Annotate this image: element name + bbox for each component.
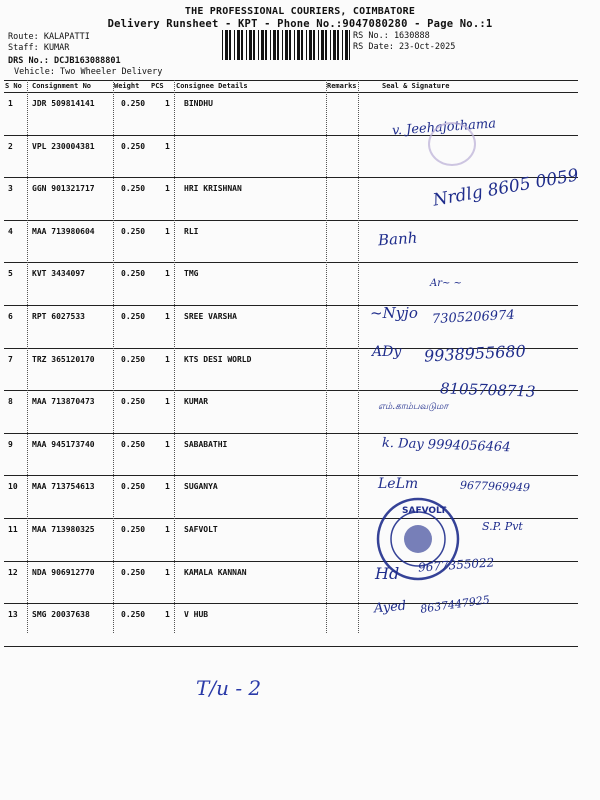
row-consignee: KUMAR (184, 397, 209, 407)
row-consignment: MAA 713980604 (32, 226, 95, 236)
barcode-bar (222, 30, 223, 60)
col-remarks: Remarks (327, 82, 357, 90)
row-pcs: 1 (165, 226, 170, 236)
row-sno: 13 (8, 610, 18, 620)
row-consignment: JDR 509814141 (32, 99, 95, 108)
barcode-bar (313, 30, 315, 60)
col-pcs: PCS (151, 82, 164, 90)
row-pcs: 1 (165, 354, 170, 364)
column-divider (113, 80, 114, 633)
rs-number: RS No.: 1630888 (353, 31, 430, 41)
row-weight: 0.250 (121, 99, 146, 108)
signature-row-4: Banh (377, 228, 418, 250)
row-pcs: 1 (165, 524, 170, 534)
row-pcs: 1 (165, 567, 170, 577)
row-sno: 2 (8, 141, 13, 151)
barcode-bar (297, 30, 300, 60)
route-label: Route: KALAPATTI (8, 32, 90, 42)
signature-row-8-tamil: எம்.காம்பவடுமா (378, 402, 449, 412)
barcode-bar (289, 30, 291, 60)
barcode-bar (265, 30, 267, 60)
stamp-row-1 (428, 122, 476, 166)
row-consignment: VPL 230004381 (32, 141, 95, 151)
signature-row-5: Ar~ ~ (430, 278, 462, 289)
row-sno: 5 (8, 269, 13, 279)
signature-row-6: 7305206974 (431, 307, 516, 328)
table-header (4, 81, 578, 93)
signature-row-10: 9677969949 (459, 478, 531, 495)
table-row (4, 221, 578, 264)
row-consignee: TMG (184, 269, 199, 279)
signature-row-9: k. Day 9994056464 (381, 435, 511, 456)
row-consignee: RLI (184, 226, 199, 236)
signature-row-8: 8105708713 (439, 379, 536, 401)
barcode-bar (273, 30, 276, 60)
barcode-bar (234, 30, 235, 60)
column-divider (27, 80, 28, 633)
row-consignment: SMG 20037638 (32, 610, 90, 620)
row-pcs: 1 (165, 311, 170, 321)
row-consignee: SABABATHI (184, 439, 228, 449)
signature-row-7: 9938955680 (423, 341, 527, 366)
barcode-bar (277, 30, 279, 60)
row-consignment: MAA 713870473 (32, 397, 95, 407)
row-consignment: MAA 713754613 (32, 482, 95, 492)
col-consignment: Consignment No (32, 82, 92, 90)
company-title: THE PROFESSIONAL COURIERS, COIMBATORE (184, 6, 416, 17)
row-pcs: 1 (165, 269, 170, 279)
row-consignee: SREE VARSHA (184, 311, 237, 321)
signature-row-13: 8637447925 (419, 593, 491, 616)
row-consignment: GGN 901321717 (32, 184, 95, 194)
row-consignment: MAA 713980325 (32, 524, 95, 534)
row-consignee: HRI KRISHNAN (184, 184, 242, 194)
signature-row-13a: Ayed (373, 598, 407, 617)
barcode-bar (237, 30, 240, 60)
row-sno: 7 (8, 354, 13, 364)
barcode-bar (229, 30, 231, 60)
row-weight: 0.250 (121, 354, 146, 364)
barcode-bar (318, 30, 319, 60)
rs-date: RS Date: 23-Oct-2025 (353, 42, 456, 52)
row-pcs: 1 (165, 482, 170, 492)
signature-row-6a: ~Nyjo (370, 304, 418, 322)
row-weight: 0.250 (121, 141, 146, 151)
column-divider (358, 80, 359, 633)
table-row (4, 263, 578, 306)
row-consignment: KVT 3434097 (32, 269, 85, 279)
barcode-bar (225, 30, 228, 60)
barcode-bar (330, 30, 331, 60)
row-sno: 9 (8, 439, 13, 449)
row-pcs: 1 (165, 610, 170, 620)
row-pcs: 1 (165, 439, 170, 449)
staff-label: Staff: KUMAR (8, 43, 70, 53)
barcode-bar (246, 30, 247, 60)
row-sno: 1 (8, 99, 13, 108)
signature-row-12a: Hd (375, 564, 400, 583)
row-consignee: SAFVOLT (184, 524, 218, 534)
col-weight: Weight (114, 82, 140, 90)
row-weight: 0.250 (121, 439, 146, 449)
row-consignment: MAA 945173740 (32, 439, 95, 449)
row-sno: 3 (8, 184, 13, 194)
barcode-image (222, 30, 350, 60)
barcode-bar (294, 30, 295, 60)
row-weight: 0.250 (121, 311, 146, 321)
signature-row-11: S.P. Pvt (482, 520, 523, 533)
row-consignee: V HUB (184, 610, 209, 620)
row-pcs: 1 (165, 99, 170, 108)
col-seal: Seal & Signature (382, 82, 450, 90)
signature-row-3: Nrdlg 8605 0059 (431, 165, 581, 211)
barcode-bar (342, 30, 343, 60)
signature-row-7a: ADy (372, 344, 402, 360)
column-divider (174, 80, 175, 633)
vehicle-label: Vehicle: Two Wheeler Delivery (14, 67, 163, 77)
row-sno: 10 (8, 482, 18, 492)
barcode-bar (261, 30, 264, 60)
barcode-bar (282, 30, 283, 60)
row-consignee: SUGANYA (184, 482, 218, 492)
barcode-bar (253, 30, 255, 60)
barcode-bar (333, 30, 336, 60)
table-row (4, 136, 578, 179)
row-consignee: BINDHU (184, 99, 213, 108)
row-consignment: TRZ 365120170 (32, 354, 95, 364)
signature-row-12: 9677355022 (417, 555, 495, 575)
runsheet-subtitle: Delivery Runsheet - KPT - Phone No.:9047080280 - Page No.:1 (107, 18, 493, 30)
row-weight: 0.250 (121, 269, 146, 279)
row-sno: 12 (8, 567, 18, 577)
barcode-bar (285, 30, 288, 60)
row-sno: 8 (8, 397, 13, 407)
barcode-bar (309, 30, 312, 60)
col-sno: S No (5, 82, 22, 90)
barcode-bar (337, 30, 339, 60)
row-weight: 0.250 (121, 610, 146, 620)
signature-row-1: v. Jeehajothama (391, 116, 497, 139)
row-weight: 0.250 (121, 397, 146, 407)
barcode-bar (258, 30, 259, 60)
row-weight: 0.250 (121, 226, 146, 236)
barcode-bar (325, 30, 327, 60)
barcode-bar (241, 30, 243, 60)
drs-number: DRS No.: DCJB163088801 (8, 56, 121, 66)
row-pcs: 1 (165, 141, 170, 151)
barcode-bar (249, 30, 252, 60)
row-consignee: KTS DESI WORLD (184, 354, 252, 364)
barcode-bar (306, 30, 307, 60)
barcode-bar (349, 30, 350, 60)
row-sno: 11 (8, 524, 18, 534)
row-consignment: NDA 906912770 (32, 567, 95, 577)
row-weight: 0.250 (121, 482, 146, 492)
row-weight: 0.250 (121, 184, 146, 194)
row-weight: 0.250 (121, 524, 146, 534)
barcode-bar (321, 30, 324, 60)
row-pcs: 1 (165, 397, 170, 407)
row-sno: 6 (8, 311, 13, 321)
signature-row-10a: LeLm (378, 476, 419, 492)
barcode-bar (301, 30, 303, 60)
barcode-bar (345, 30, 348, 60)
row-consignee: KAMALA KANNAN (184, 567, 247, 577)
table-row (4, 604, 578, 647)
row-weight: 0.250 (121, 567, 146, 577)
stamp-text: SAFVOLT (402, 506, 447, 516)
row-pcs: 1 (165, 184, 170, 194)
row-consignment: RPT 6027533 (32, 311, 85, 321)
footer-note: T/u - 2 (196, 676, 262, 700)
barcode-bar (270, 30, 271, 60)
column-divider (326, 80, 327, 633)
col-consignee: Consignee Details (176, 82, 248, 90)
row-sno: 4 (8, 226, 13, 236)
